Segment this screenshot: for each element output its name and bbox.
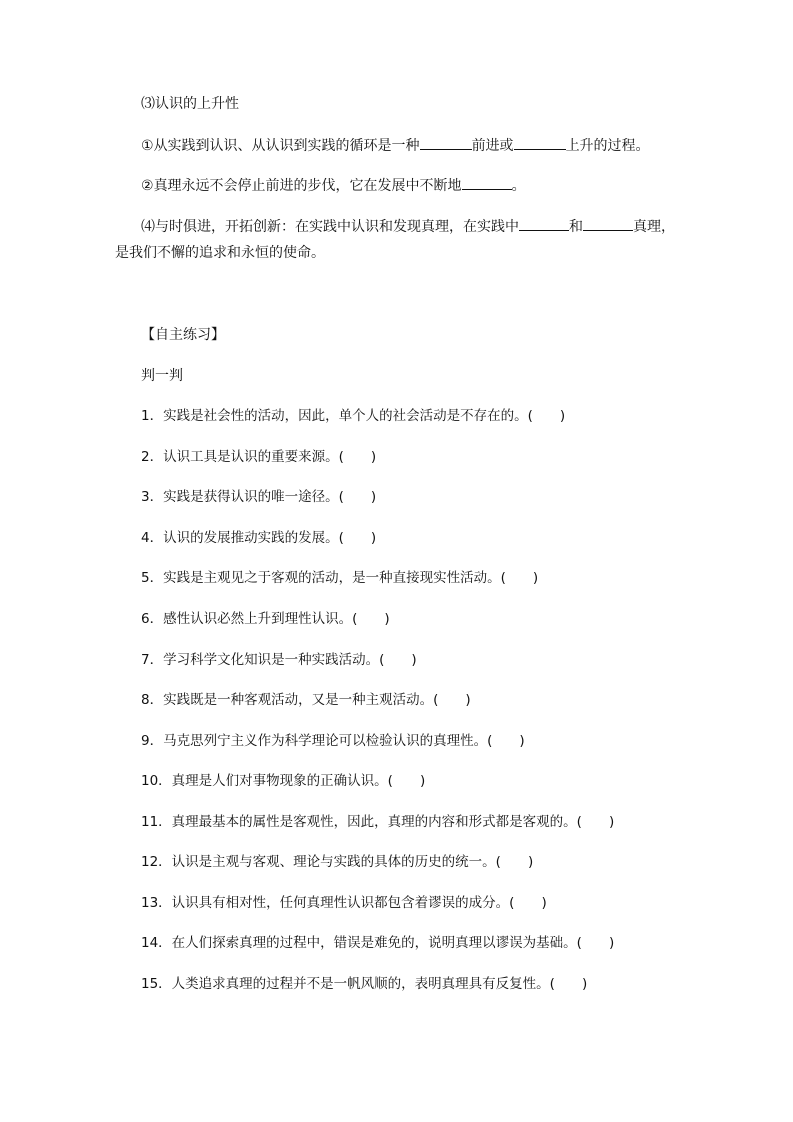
section-3-heading: ⑶认识的上升性 (141, 96, 239, 112)
question-item: 8．实践既是一种客观活动，又是一种主观活动。( ) (141, 692, 471, 708)
question-item: 1．实践是社会性的活动，因此，单个人的社会活动是不存在的。( ) (141, 408, 566, 424)
section-4-text-part-3: 真理， (633, 219, 675, 235)
question-item: 4．认识的发展推动实践的发展。( ) (141, 530, 377, 546)
section-3-item-1 (141, 136, 650, 155)
fill-in-blank[interactable] (462, 176, 512, 190)
question-item: 5．实践是主观见之于客观的活动，是一种直接现实性活动。( ) (141, 570, 539, 586)
fill-in-blank[interactable] (519, 217, 569, 231)
section-4-text-part-1: ⑷与时俱进，开拓创新：在实践中认识和发现真理，在实践中 (141, 219, 519, 235)
question-item: 11．真理最基本的属性是客观性，因此，真理的内容和形式都是客观的。( ) (141, 814, 615, 830)
practice-subheading: 判一判 (141, 368, 183, 384)
question-item: 15．人类追求真理的过程并不是一帆风顺的，表明真理具有反复性。( ) (141, 976, 588, 992)
question-item: 14．在人们探索真理的过程中，错误是难免的，说明真理以谬误为基础。( ) (141, 935, 615, 951)
item-marker: ② (141, 178, 154, 194)
question-item: 12．认识是主观与客观、理论与实践的具体的历史的统一。( ) (141, 854, 534, 870)
section-4-line-2: 是我们不懈的追求和永恒的使命。 (115, 245, 325, 261)
section-4-text-part-2: 和 (569, 219, 583, 235)
item-marker: ① (141, 138, 154, 154)
practice-heading: 【自主练习】 (141, 327, 225, 343)
item-text-part-2: 前进或 (471, 138, 514, 154)
question-item: 9．马克思列宁主义作为科学理论可以检验认识的真理性。( ) (141, 733, 525, 749)
fill-in-blank[interactable] (583, 217, 633, 231)
item-text-part-1: 真理永远不会停止前进的步伐，它在发展中不断地 (153, 178, 462, 194)
question-item: 13．认识具有相对性，任何真理性认识都包含着谬误的成分。( ) (141, 895, 547, 911)
question-item: 6．感性认识必然上升到理性认识。( ) (141, 611, 390, 627)
fill-in-blank[interactable] (514, 136, 566, 150)
question-item: 7．学习科学文化知识是一种实践活动。( ) (141, 652, 417, 668)
question-item: 3．实践是获得认识的唯一途径。( ) (141, 489, 377, 505)
question-item: 2．认识工具是认识的重要来源。( ) (141, 449, 377, 465)
item-text-part-3: 上升的过程。 (565, 138, 650, 154)
item-text-part-2: 。 (511, 178, 526, 194)
question-item: 10．真理是人们对事物现象的正确认识。( ) (141, 773, 426, 789)
fill-in-blank[interactable] (420, 136, 472, 150)
section-3-item-2 (141, 176, 526, 195)
item-text-part-1: 从实践到认识、从认识到实践的循环是一种 (153, 138, 420, 154)
section-4-line-1 (141, 217, 675, 236)
